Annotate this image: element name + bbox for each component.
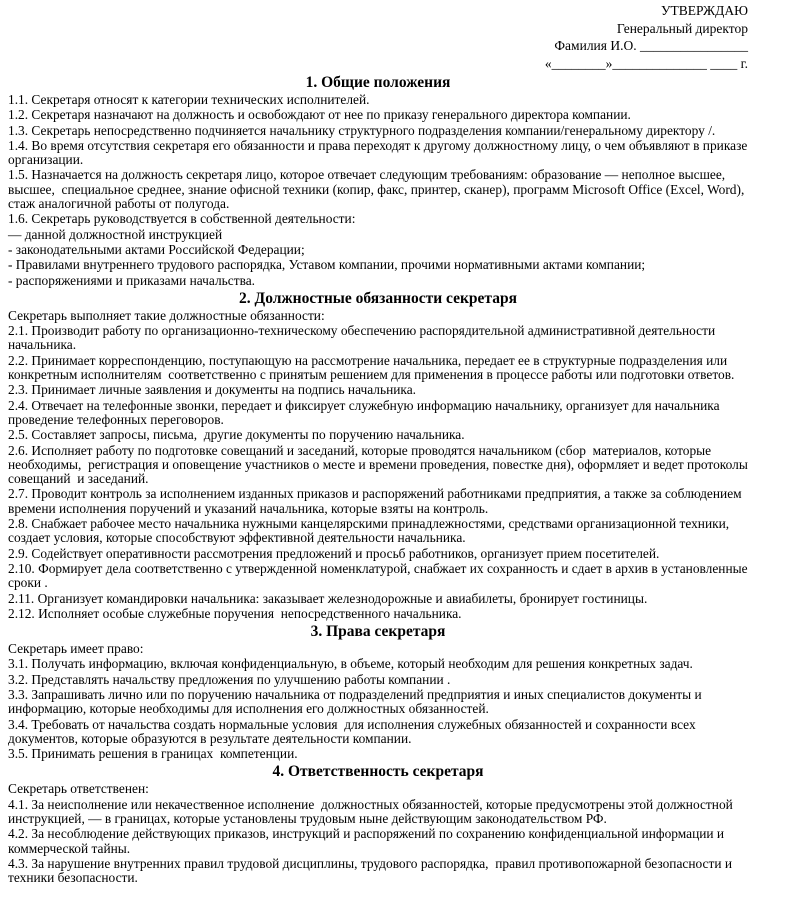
document-body [8, 74, 752, 886]
paragraph: 3.4. Требовать от начальства создать нормальные условия для исполнения служебных обязанностей и сохранности всех документов, которые образуются в результате деятельности компании. [8, 716, 699, 746]
paragraph: 3.3. Запрашивать лично или по поручению начальника от подразделений предприятия и иных специалистов документы и информацию, которые необходимы для исполнения его должностных обязанностей. [8, 686, 706, 717]
paragraph: 4.2. За несоблюдение действующих приказов, инструкций и распоряжений по сохранению конфиденциальной информации и коммерческой тайны. [8, 826, 728, 856]
approval-block [8, 2, 748, 72]
paragraph: 2.6. Исполняет работу по подготовке совещаний и заседаний, которые проводятся начальником (сбор материалов, которые необходимы, регистрация и оповещение участников о месте и времени проведения, повестке дня), оформляет и ведет протоколы совещаний и заседаний. [8, 442, 752, 487]
paragraph: 4.1. За неисполнение или некачественное исполнение должностных обязанностей, которые предусмотрены этой должностной инструкцией, — в границах, которые установлены трудовым ныне действующим законодательством РФ. [8, 796, 737, 827]
section-heading: 1. Общие положения [305, 74, 451, 91]
paragraph: 1.5. Назначается на должность секретаря лицо, которое отвечает следующим требованиям: образование — неполное высшее, высшее, специальное среднее, знание офисной техники (копир, факс, принтер, сканер), программ Microsoft Office (Excel, Word), стаж аналогичной работы от полугода. [8, 167, 748, 212]
approval-line: Фамилия И.О. ________________ [554, 38, 748, 53]
paragraph: Секретарь выполняет такие должностные обязанности: [8, 307, 325, 323]
paragraph: 4.3. За нарушение внутренних правил трудовой дисциплины, трудового распорядка, правил противопожарной безопасности и техники безопасности. [8, 855, 736, 886]
approval-line: УТВЕРЖДАЮ [660, 3, 748, 18]
paragraph: - законодательными актами Российской Федерации; [8, 241, 305, 257]
paragraph: 2.1. Производит работу по организационно-техническому обеспечению распорядительной административной деятельности начальника. [8, 323, 719, 353]
paragraph: 3.5. Принимать решения в границах компетенции. [8, 746, 298, 762]
approval-line: «________»______________ ____ г. [544, 55, 748, 71]
paragraph: 2.11. Организует командировки начальника: заказывает железнодорожные и авиабилеты, бронирует гостиницы. [8, 590, 648, 606]
paragraph: 2.7. Проводит контроль за исполнением изданных приказов и распоряжений работниками предприятия, а также за соблюдением времени исполнения поручений и указаний начальника, которые взяты на контроль. [8, 486, 745, 516]
paragraph: 1.4. Во время отсутствия секретаря его обязанности и права переходят к другому должностному лицу, о чем объявляют в приказе организации. [8, 137, 751, 168]
approval-line: Генеральный директор [616, 20, 748, 36]
paragraph: 1.1. Секретаря относят к категории технических исполнителей. [8, 92, 370, 107]
paragraph: 2.5. Составляет запросы, письма, другие документы по поручению начальника. [8, 427, 465, 443]
paragraph: - распоряжениями и приказами начальства. [8, 272, 256, 288]
paragraph: 1.3. Секретарь непосредственно подчиняется начальнику структурного подразделения компании/генеральному директору /. [8, 122, 716, 138]
paragraph: 3.1. Получать информацию, включая конфиденциальную, в объеме, который необходим для решения конкретных задач. [8, 656, 693, 672]
section-heading: 2. Должностные обязанности секретаря [239, 289, 517, 307]
paragraph: 3.2. Представлять начальству предложения по улучшению работы компании . [8, 671, 451, 687]
section-heading: 3. Права секретаря [310, 623, 446, 641]
paragraph: Секретарь имеет право: [8, 641, 144, 657]
paragraph: 1.2. Секретаря назначают на должность и освобождают от нее по приказу генерального директора компании. [8, 107, 631, 123]
paragraph: 2.4. Отвечает на телефонные звонки, передает и фиксирует служебную информацию начальнику, организует для начальника проведение телефонных переговоров. [8, 397, 723, 427]
paragraph: 1.6. Секретарь руководствуется в собственной деятельности: [8, 211, 356, 227]
paragraph: 2.9. Содействует оперативности рассмотрения предложений и просьб работников, организует прием посетителей. [8, 545, 660, 561]
paragraph: 2.8. Снабжает рабочее место начальника нужными канцелярскими принадлежностями, средствами организационной техники, создает условия, которые способствуют эффективной деятельности начальника. [8, 516, 736, 546]
paragraph: Секретарь ответственен: [8, 781, 149, 797]
paragraph: 2.2. Принимает корреспонденцию, поступающую на рассмотрение начальника, передает ее в структурные подразделения или конкретным исполнителям соответственно с принятым решением для применения в процессе работы или подготовки ответов. [8, 352, 735, 383]
paragraph: — данной должностной инструкцией [8, 226, 223, 242]
paragraph: 2.3. Принимает личные заявления и документы на подпись начальника. [8, 382, 417, 398]
paragraph: - Правилами внутреннего трудового распорядка, Уставом компании, прочими нормативными актами компании; [8, 257, 646, 273]
paragraph: 2.12. Исполняет особые служебные поручения непосредственного начальника. [8, 605, 462, 621]
paragraph: 2.10. Формирует дела соответственно с утвержденной номенклатурой, снабжает их сохранность и сдает в архив в установленные сроки . [8, 560, 751, 591]
section-heading: 4. Ответственность секретаря [272, 763, 484, 781]
